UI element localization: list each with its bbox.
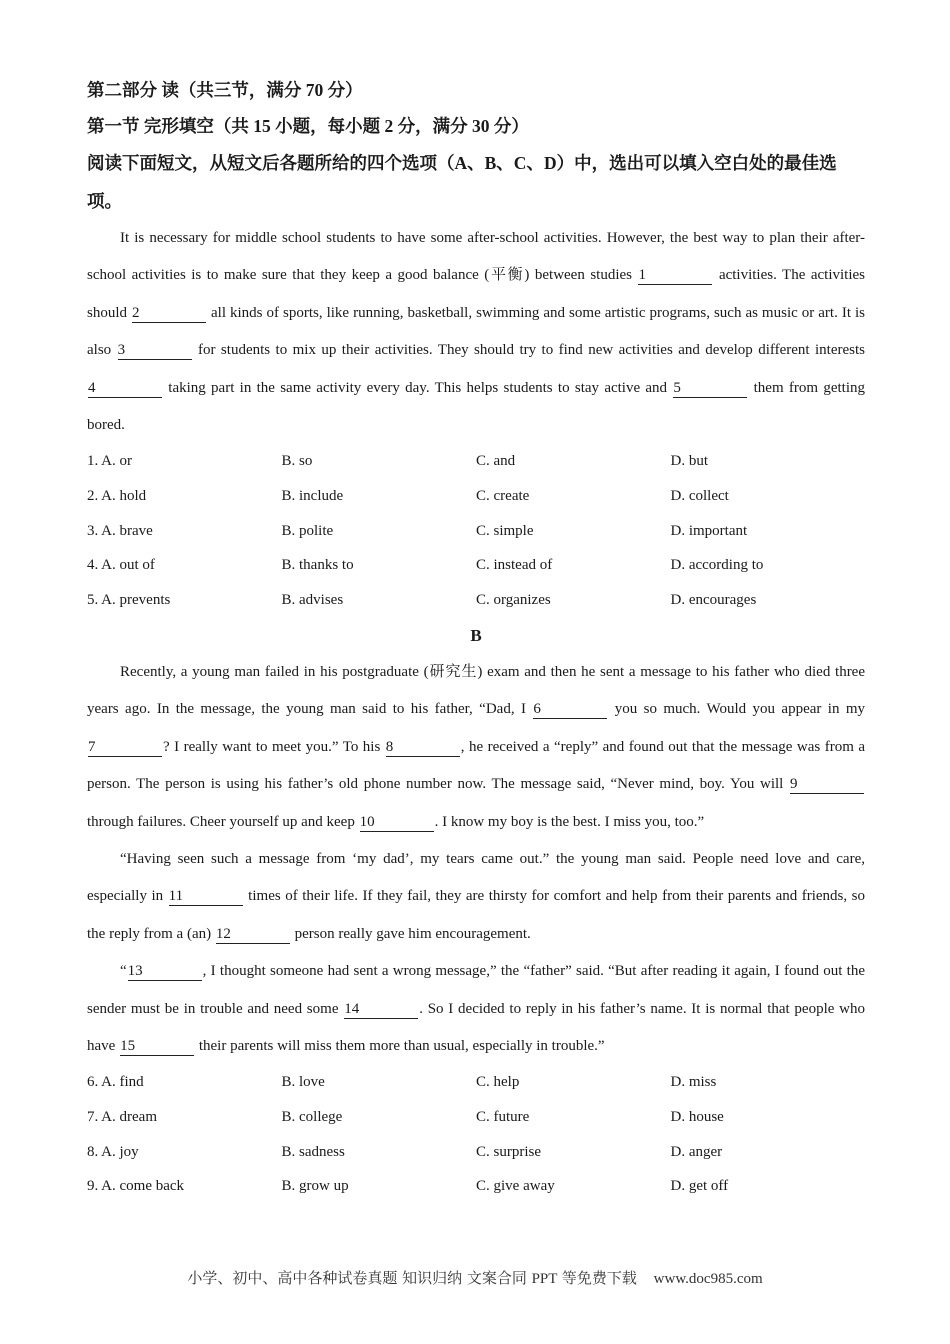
option-6d: D. miss bbox=[670, 1074, 717, 1091]
passage-text: It is necessary for middle school students to have some after-school activities. However, the best way to plan their after-school activities is to make sure that they keep a good balance (平衡) between studies bbox=[87, 230, 865, 284]
part-heading: 第二部分 读（共三节，满分 70 分） bbox=[87, 80, 363, 100]
option-4d: D. according to bbox=[670, 557, 764, 574]
option-7d: D. house bbox=[670, 1108, 724, 1125]
passage-text: them from getting bored. bbox=[87, 379, 865, 434]
passage-b-paragraph-1 bbox=[87, 654, 865, 841]
footer-text: 小学、初中、高中各种试卷真题 知识归纳 文案合同 PPT 等免费下载 bbox=[187, 1271, 637, 1287]
option-5c: C. organizes bbox=[476, 592, 551, 609]
instruction-text: 阅读下面短文，从短文后各题所给的四个选项（A、B、C、D）中，选出可以填入空白处的最佳选项。 bbox=[87, 153, 837, 211]
blank-15: 15 bbox=[120, 1038, 194, 1056]
option-1b: B. so bbox=[281, 453, 313, 470]
passage-b-paragraph-3 bbox=[87, 953, 865, 1065]
option-6a: 6. A. find bbox=[87, 1074, 144, 1091]
blank-3: 3 bbox=[118, 342, 192, 360]
option-row-9 bbox=[87, 1169, 865, 1204]
option-1c: C. and bbox=[476, 453, 516, 470]
passage-text: . I know my boy is the best. I miss you, too.” bbox=[434, 813, 705, 830]
option-3a: 3. A. brave bbox=[87, 522, 153, 539]
section-heading: 第一节 完形填空（共 15 小题，每小题 2 分，满分 30 分） bbox=[87, 116, 529, 136]
option-row-3 bbox=[87, 514, 865, 549]
option-7b: B. college bbox=[281, 1108, 343, 1125]
page-footer bbox=[0, 1267, 950, 1288]
blank-4: 4 bbox=[88, 380, 162, 398]
option-row-4 bbox=[87, 549, 865, 584]
option-1d: D. but bbox=[670, 453, 708, 470]
exam-page bbox=[87, 72, 865, 1204]
option-7c: C. future bbox=[476, 1108, 530, 1125]
options-a bbox=[87, 444, 865, 617]
passage-text: for students to mix up their activities. They should try to find new activities and develop different interests bbox=[192, 342, 865, 359]
option-4b: B. thanks to bbox=[281, 557, 354, 574]
option-2b: B. include bbox=[281, 487, 344, 504]
option-9b: B. grow up bbox=[281, 1178, 349, 1195]
blank-13: 13 bbox=[128, 963, 202, 981]
passage-text: ? I really want to meet you.” To his bbox=[163, 738, 385, 755]
blank-10: 10 bbox=[360, 814, 434, 832]
passage-text: you so much. Would you appear in my bbox=[608, 701, 865, 718]
option-5a: 5. A. prevents bbox=[87, 592, 171, 609]
option-5d: D. encourages bbox=[670, 592, 757, 609]
option-4a: 4. A. out of bbox=[87, 557, 155, 574]
option-row-2 bbox=[87, 479, 865, 514]
option-5b: B. advises bbox=[281, 592, 344, 609]
passage-text: through failures. Cheer yourself up and keep bbox=[87, 813, 359, 830]
option-8c: C. surprise bbox=[476, 1143, 541, 1160]
option-9d: D. get off bbox=[670, 1178, 729, 1195]
option-6b: B. love bbox=[281, 1074, 325, 1091]
passage-text: , he received a “reply” and found out that the message was from a person. The person is using his father’s old phone number now. The message said, “Never mind, boy. You will bbox=[87, 738, 866, 793]
option-row-5 bbox=[87, 583, 865, 618]
option-4c: C. instead of bbox=[476, 557, 553, 574]
passage-text: activities. The activities should bbox=[87, 267, 865, 321]
blank-14: 14 bbox=[344, 1001, 418, 1019]
passage-text: taking part in the same activity every day. This helps students to stay active and bbox=[163, 379, 673, 396]
passage-text: all kinds of sports, like running, basketball, swimming and some artistic programs, such as music or art. It is also bbox=[87, 304, 865, 359]
option-2c: C. create bbox=[476, 487, 530, 504]
option-9a: 9. A. come back bbox=[87, 1178, 185, 1195]
passage-text: times of their life. If they fail, they are thirsty for comfort and help from their parents and friends, so the reply from a (an) bbox=[87, 888, 865, 942]
option-row-6 bbox=[87, 1065, 865, 1100]
option-row-7 bbox=[87, 1100, 865, 1135]
footer-website-link[interactable]: www.doc985.com bbox=[653, 1271, 763, 1287]
option-6c: C. help bbox=[476, 1074, 520, 1091]
option-3d: D. important bbox=[670, 522, 748, 539]
blank-7: 7 bbox=[88, 739, 162, 757]
blank-1: 1 bbox=[638, 267, 712, 285]
passage-b-paragraph-2 bbox=[87, 841, 865, 953]
passage-text: their parents will miss them more than usual, especially in trouble.” bbox=[195, 1037, 605, 1054]
option-3b: B. polite bbox=[281, 522, 334, 539]
option-8a: 8. A. joy bbox=[87, 1143, 139, 1160]
options-b bbox=[87, 1065, 865, 1204]
blank-9: 9 bbox=[790, 776, 864, 794]
option-row-8 bbox=[87, 1135, 865, 1170]
option-8b: B. sadness bbox=[281, 1143, 345, 1160]
option-8d: D. anger bbox=[670, 1143, 723, 1160]
option-2a: 2. A. hold bbox=[87, 487, 147, 504]
blank-2: 2 bbox=[132, 305, 206, 323]
passage-text: “Having seen such a message from ‘my dad’, my tears came out.” the young man said. People need love and care, especially in bbox=[87, 850, 865, 905]
blank-11: 11 bbox=[169, 888, 243, 906]
passage-text: , I thought someone had sent a wrong message,” the “father” said. “But after reading it again, I found out the sender must be in trouble and need some bbox=[87, 963, 865, 1017]
section-b-title: B bbox=[470, 625, 482, 645]
passage-text: “ bbox=[120, 963, 127, 980]
option-9c: C. give away bbox=[476, 1178, 555, 1195]
option-3c: C. simple bbox=[476, 522, 534, 539]
passage-a-paragraph bbox=[87, 220, 865, 444]
passage-text: . So I decided to reply in his father’s name. It is normal that people who have bbox=[87, 1000, 865, 1054]
option-2d: D. collect bbox=[670, 487, 729, 504]
option-1a: 1. A. or bbox=[87, 453, 132, 470]
passage-text: Recently, a young man failed in his postgraduate (研究生) exam and then he sent a message to his father who died three years ago. In the message, the young man said to his father, “Dad, I bbox=[87, 663, 865, 718]
passage-text: person really gave him encouragement. bbox=[290, 925, 531, 942]
blank-8: 8 bbox=[386, 739, 460, 757]
option-row-1 bbox=[87, 444, 865, 479]
blank-12: 12 bbox=[216, 926, 290, 944]
blank-6: 6 bbox=[533, 701, 607, 719]
blank-5: 5 bbox=[673, 380, 747, 398]
option-7a: 7. A. dream bbox=[87, 1108, 157, 1125]
